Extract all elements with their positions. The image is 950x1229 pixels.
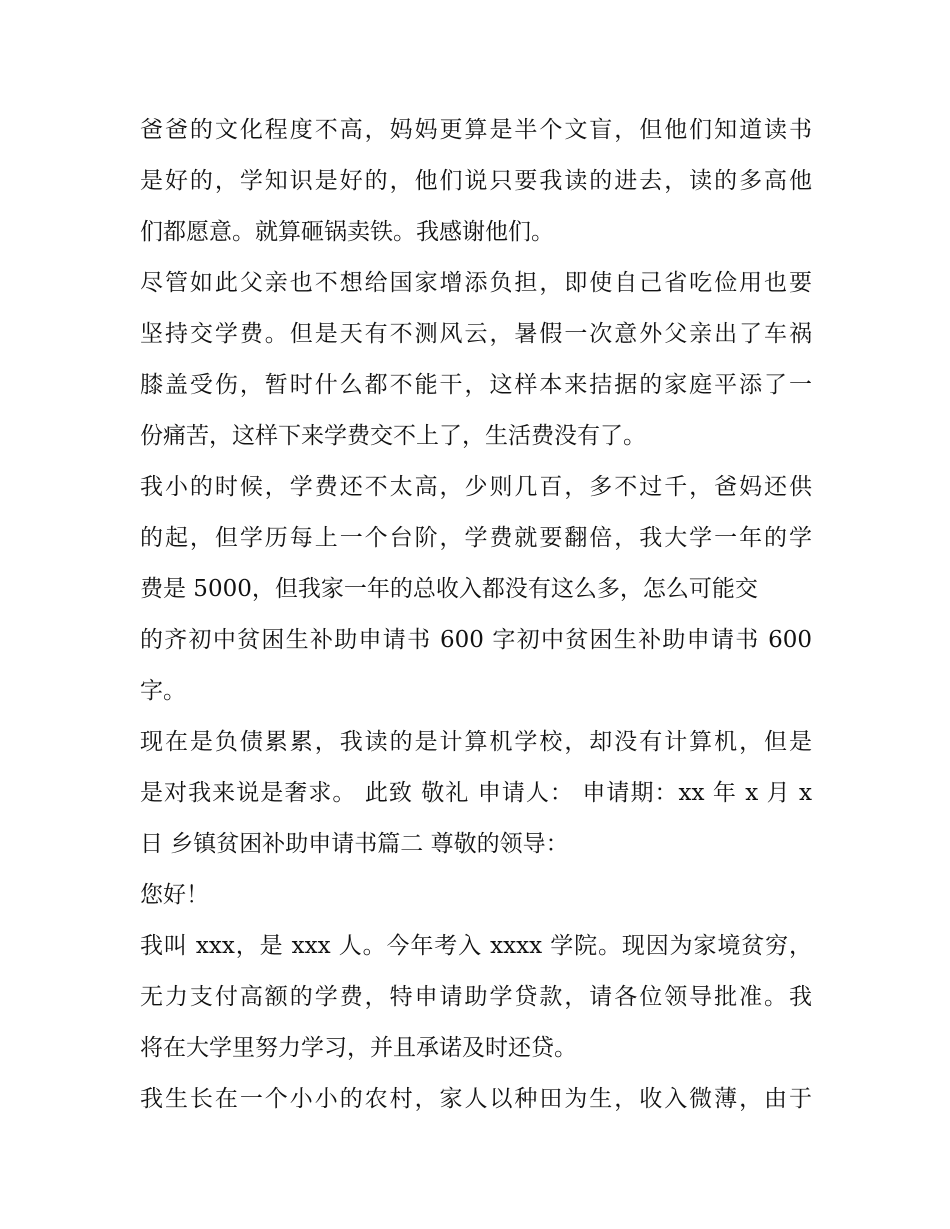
text-line: 们都愿意。就算砸锅卖铁。我感谢他们。 [140,219,554,245]
text-line: 是好的，学知识是好的，他们说只要我读的进去，读的多高他 [140,168,812,194]
text-line: 我生长在一个小小的农村，家人以种田为生，收入微薄，由于 [140,1086,812,1112]
text-line: 坚持交学费。但是天有不测风云，暑假一次意外父亲出了车祸 [140,321,812,347]
text-line: 无力支付高额的学费，特申请助学贷款，请各位领导批准。我 [140,984,812,1010]
text-line: 我叫 xxx，是 xxx 人。今年考入 xxxx 学院。现因为家境贫穷， [140,933,812,959]
text-line: 费是 5000，但我家一年的总收入都没有这么多，怎么可能交 [140,576,758,602]
text-line: 的起，但学历每上一个台阶，学费就要翻倍，我大学一年的学 [140,525,812,551]
text-line: 日 乡镇贫困补助申请书篇二 尊敬的领导： [140,831,569,857]
text-line: 现在是负债累累，我读的是计算机学校，却没有计算机，但是 [140,729,812,755]
text-line: 尽管如此父亲也不想给国家增添负担，即使自己省吃俭用也要 [140,270,812,296]
text-line: 您好！ [140,882,209,908]
text-line: 份痛苦，这样下来学费交不上了，生活费没有了。 [140,423,646,449]
text-line: 将在大学里努力学习，并且承诺及时还贷。 [140,1035,577,1061]
text-line: 字。 [140,678,186,704]
text-line: 爸爸的文化程度不高，妈妈更算是半个文盲，但他们知道读书 [140,117,812,143]
text-line: 膝盖受伤，暂时什么都不能干，这样本来拮据的家庭平添了一 [140,372,812,398]
text-line: 的齐初中贫困生补助申请书 600 字初中贫困生补助申请书 600 [140,627,812,653]
text-line: 我小的时候，学费还不太高，少则几百，多不过千，爸妈还供 [140,474,812,500]
document-body [140,105,812,1125]
text-line: 是对我来说是奢求。 此致 敬礼 申请人： 申请期：xx 年 x 月 x [140,780,812,806]
